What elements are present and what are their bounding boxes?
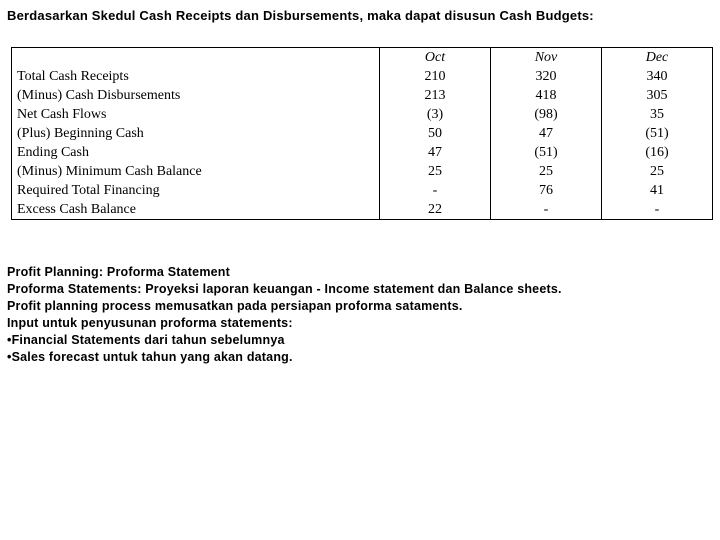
row-label: (Minus) Minimum Cash Balance [12, 162, 380, 181]
header-label-cell [12, 48, 380, 68]
row-label: Net Cash Flows [12, 105, 380, 124]
table-header-row [12, 48, 713, 68]
cell-oct: 213 [380, 86, 491, 105]
notes-line: Input untuk penyusunan proforma statements: [7, 316, 293, 330]
cell-nov: (98) [491, 105, 602, 124]
notes-bullet: •Financial Statements dari tahun sebelumnya [7, 333, 285, 347]
row-label: (Plus) Beginning Cash [12, 124, 380, 143]
cell-dec: 41 [602, 181, 713, 200]
cash-budget-table [11, 47, 713, 220]
cell-dec: 305 [602, 86, 713, 105]
column-header-nov: Nov [491, 48, 602, 68]
cell-oct: 25 [380, 162, 491, 181]
page-heading: Berdasarkan Skedul Cash Receipts dan Disbursements, maka dapat disusun Cash Budgets: [7, 8, 594, 23]
row-label: (Minus) Cash Disbursements [12, 86, 380, 105]
notes-bullet: •Sales forecast untuk tahun yang akan datang. [7, 350, 293, 364]
cell-nov: 76 [491, 181, 602, 200]
table-row [12, 86, 713, 105]
table-row [12, 181, 713, 200]
cell-nov: 418 [491, 86, 602, 105]
notes-title: Profit Planning: Proforma Statement [7, 265, 230, 279]
cell-oct: - [380, 181, 491, 200]
cell-nov: 320 [491, 67, 602, 86]
cell-dec: - [602, 200, 713, 220]
row-label: Required Total Financing [12, 181, 380, 200]
cell-dec: (16) [602, 143, 713, 162]
cell-dec: (51) [602, 124, 713, 143]
row-label: Ending Cash [12, 143, 380, 162]
notes-block [7, 264, 562, 366]
cell-oct: 47 [380, 143, 491, 162]
cell-dec: 340 [602, 67, 713, 86]
cell-nov: (51) [491, 143, 602, 162]
table-row [12, 143, 713, 162]
cell-oct: 50 [380, 124, 491, 143]
cell-dec: 35 [602, 105, 713, 124]
cell-nov: 25 [491, 162, 602, 181]
table-row [12, 200, 713, 220]
notes-line: Profit planning process memusatkan pada persiapan proforma sataments. [7, 299, 463, 313]
row-label: Excess Cash Balance [12, 200, 380, 220]
table-row [12, 67, 713, 86]
column-header-dec: Dec [602, 48, 713, 68]
row-label: Total Cash Receipts [12, 67, 380, 86]
cell-dec: 25 [602, 162, 713, 181]
cell-nov: 47 [491, 124, 602, 143]
table-row [12, 124, 713, 143]
column-header-oct: Oct [380, 48, 491, 68]
table-row [12, 162, 713, 181]
cell-nov: - [491, 200, 602, 220]
table-row [12, 105, 713, 124]
cell-oct: (3) [380, 105, 491, 124]
notes-line: Proforma Statements: Proyeksi laporan keuangan - Income statement dan Balance sheets. [7, 282, 562, 296]
cell-oct: 22 [380, 200, 491, 220]
cell-oct: 210 [380, 67, 491, 86]
